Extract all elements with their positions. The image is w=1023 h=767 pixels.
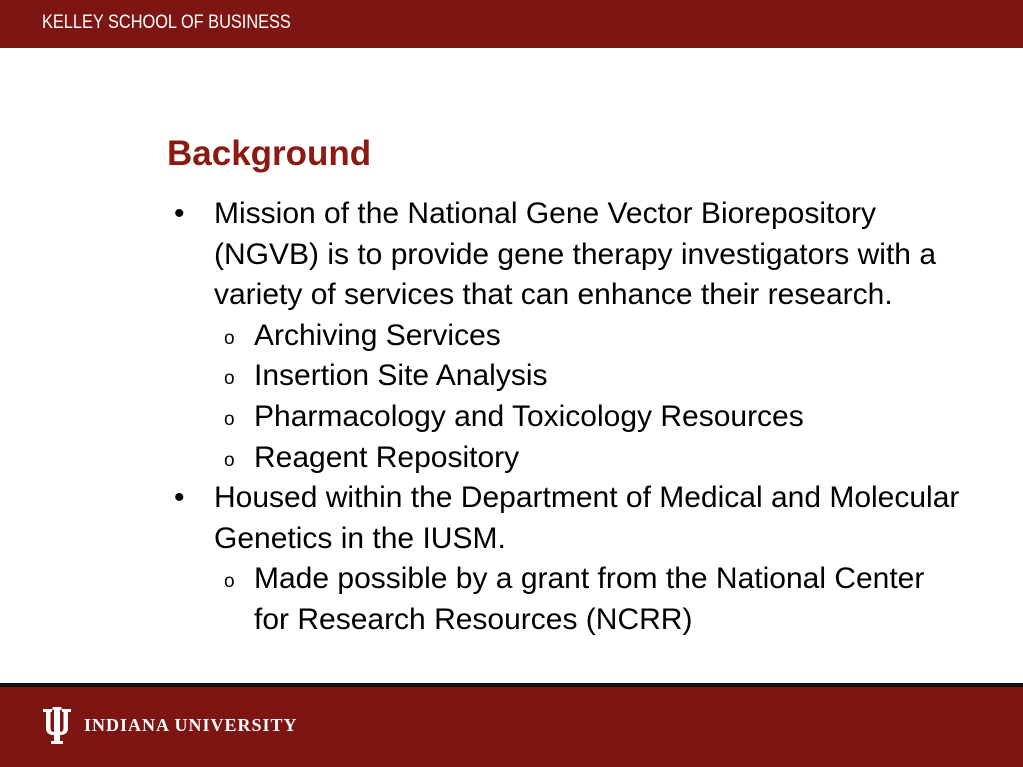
university-name: INDIANA UNIVERSITY [84, 715, 298, 735]
bullet-marker: • [174, 481, 185, 515]
sub-bullet-item [174, 397, 964, 438]
sub-bullet-item [174, 356, 964, 397]
bullet-text: Housed within the Department of Medical and Molecular Genetics in the IUSM. [214, 481, 960, 555]
sub-bullet-marker: o [224, 368, 235, 390]
bullet-text: Mission of the National Gene Vector Biorepository (NGVB) is to provide gene therapy investigators with a variety of services that can enhance their research. [214, 197, 937, 312]
sub-bullet-item [174, 438, 964, 479]
sub-bullet-marker: o [224, 408, 235, 430]
school-name: KELLEY SCHOOL OF BUSINESS [42, 12, 291, 33]
bullet-marker: • [174, 197, 185, 230]
sub-bullet-item [174, 316, 964, 357]
slide-title: Background [167, 134, 372, 173]
sub-bullet-marker: o [224, 571, 235, 593]
sub-bullet-text: Reagent Repository [254, 440, 520, 474]
slide-content [174, 194, 964, 641]
sub-bullet-text: Insertion Site Analysis [254, 359, 548, 393]
iu-trident-logo-icon [43, 707, 71, 747]
header-bar [0, 0, 1023, 48]
bullet-item [174, 194, 964, 316]
sub-bullet-marker: o [224, 449, 235, 471]
sub-bullet-text: Pharmacology and Toxicology Resources [254, 399, 804, 433]
sub-bullet-item [174, 559, 964, 640]
sub-bullet-marker: o [224, 327, 235, 349]
sub-bullet-text: Made possible by a grant from the National Center for Research Resources (NCRR) [254, 562, 925, 636]
sub-bullet-text: Archiving Services [254, 318, 501, 352]
bullet-item [174, 478, 964, 559]
